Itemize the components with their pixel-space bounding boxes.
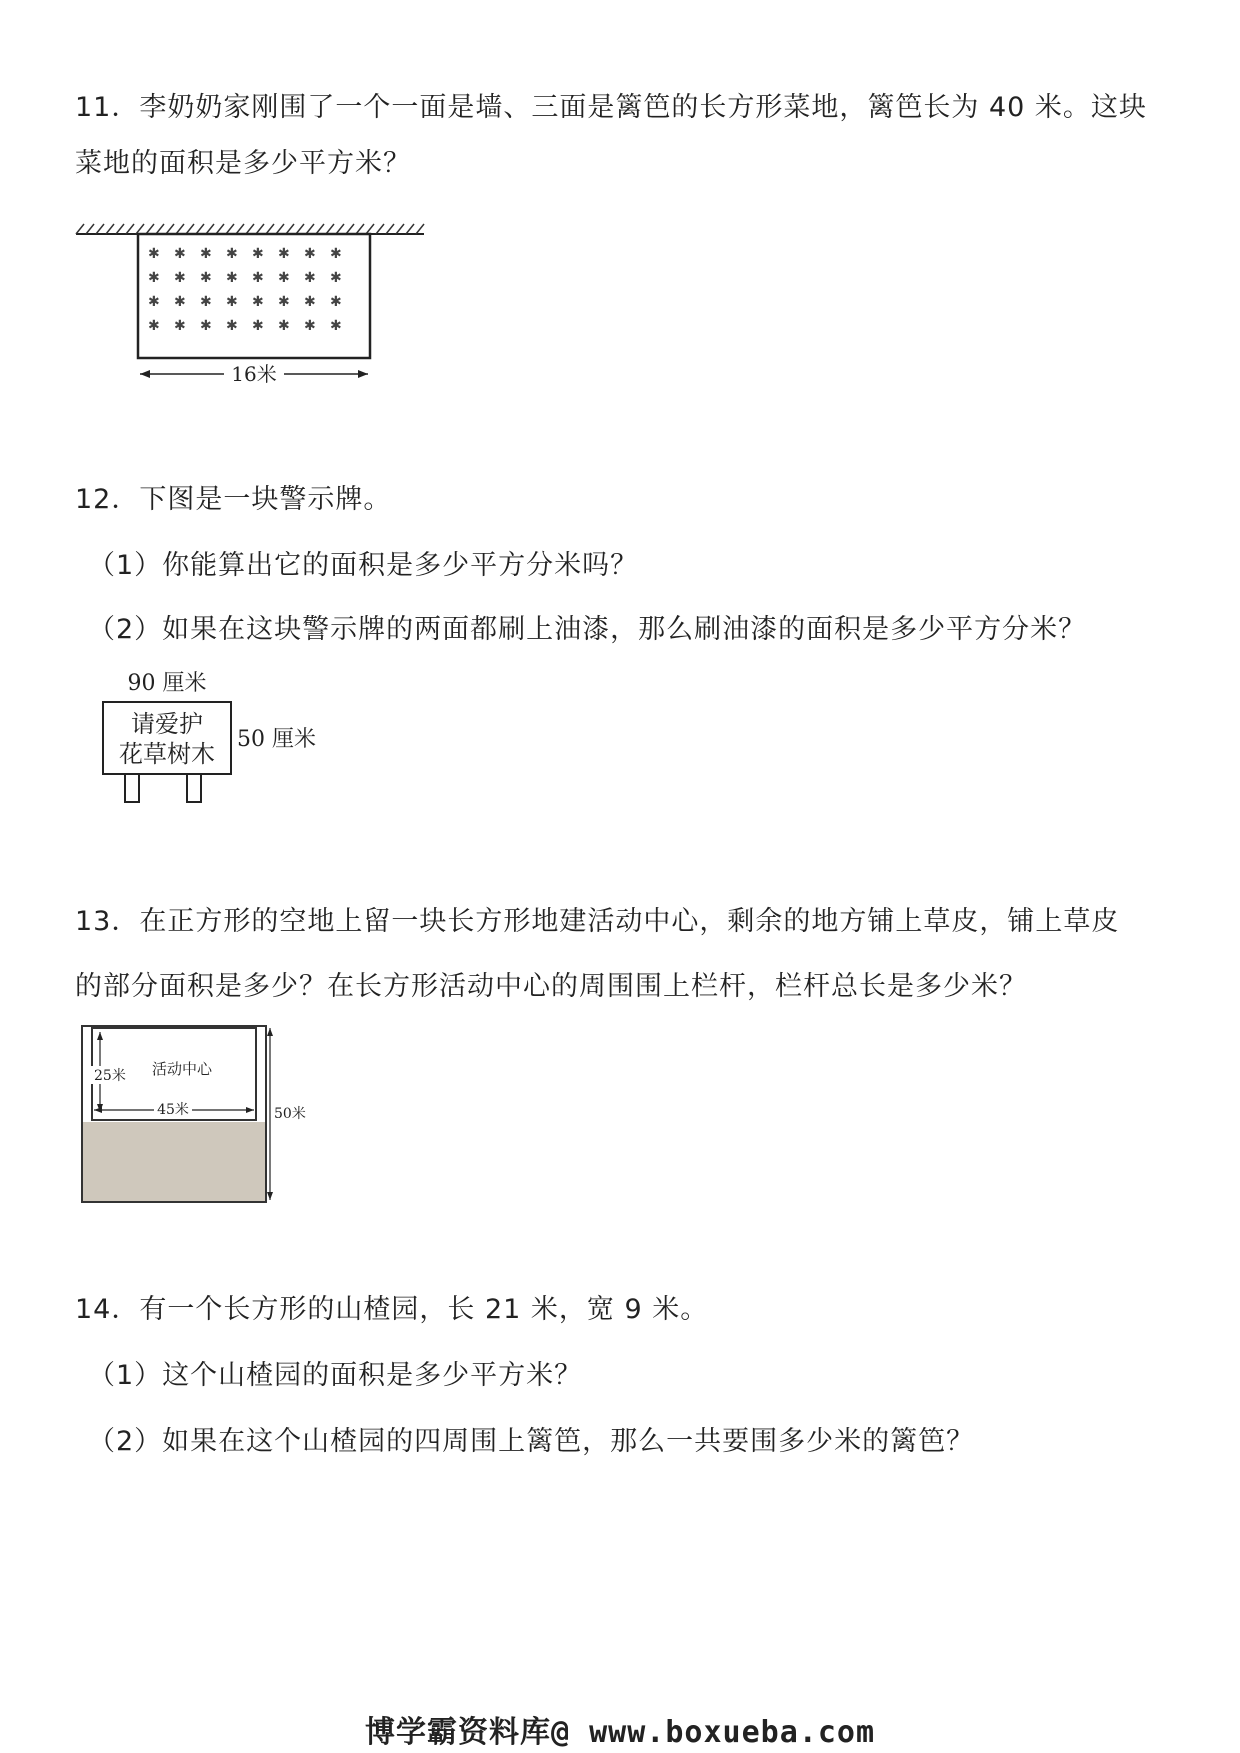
plant-icon: ✱ (148, 246, 160, 262)
q12-sub1: （1）你能算出它的面积是多少平方分米吗？ (88, 550, 639, 581)
plant-icon: ✱ (330, 270, 342, 286)
plant-icon: ✱ (174, 294, 186, 310)
grass-area (83, 1122, 265, 1201)
q14-line1: 14．有一个长方形的山楂园，长 21 米，宽 9 米。 (75, 1294, 709, 1325)
vegetable-garden-figure (70, 218, 430, 394)
plant-icon: ✱ (252, 318, 264, 334)
plant-icon: ✱ (304, 318, 316, 334)
plant-icon: ✱ (148, 270, 160, 286)
warning-sign-figure (95, 664, 355, 814)
activity-center-figure (78, 1018, 328, 1208)
plant-icon: ✱ (252, 246, 264, 262)
wall-hatching (76, 224, 424, 234)
q14-sub2: （2）如果在这个山楂园的四周围上篱笆，那么一共要围多少米的篱笆？ (88, 1426, 975, 1457)
plant-icon: ✱ (330, 318, 342, 334)
q12-line1: 12．下图是一块警示牌。 (75, 484, 392, 515)
side-label: 50米 (274, 1106, 306, 1122)
plant-icon: ✱ (278, 270, 290, 286)
plant-grid (148, 246, 342, 334)
plant-icon: ✱ (252, 294, 264, 310)
width-label: 45米 (157, 1102, 189, 1118)
sign-text-line2: 花草树木 (119, 740, 215, 768)
footer-watermark: 博学霸资料库@ www.boxueba.com (364, 1715, 876, 1750)
plant-icon: ✱ (148, 318, 160, 334)
q14-sub1: （1）这个山楂园的面积是多少平方米？ (88, 1360, 583, 1391)
arrow-up-icon (267, 1028, 273, 1036)
height-label: 25米 (94, 1068, 126, 1084)
sign-width-label: 90 厘米 (127, 671, 207, 696)
q12-sub2: （2）如果在这块警示牌的两面都刷上油漆，那么刷油漆的面积是多少平方分米？ (88, 614, 1087, 645)
plant-icon: ✱ (200, 294, 212, 310)
plant-icon: ✱ (278, 294, 290, 310)
plant-icon: ✱ (226, 270, 238, 286)
plant-icon: ✱ (200, 270, 212, 286)
q13-line2: 的部分面积是多少？在长方形活动中心的周围围上栏杆，栏杆总长是多少米？ (75, 971, 1027, 1002)
plant-icon: ✱ (330, 294, 342, 310)
arrow-right-icon (358, 370, 368, 378)
center-label: 活动中心 (151, 1060, 213, 1078)
plant-icon: ✱ (226, 318, 238, 334)
plant-icon: ✱ (304, 246, 316, 262)
sign-post-left (125, 774, 139, 802)
plant-icon: ✱ (174, 270, 186, 286)
plant-icon: ✱ (226, 294, 238, 310)
sign-text-line1: 请爱护 (131, 710, 203, 738)
plant-icon: ✱ (200, 246, 212, 262)
plant-icon: ✱ (148, 294, 160, 310)
plant-icon: ✱ (304, 270, 316, 286)
plant-icon: ✱ (278, 246, 290, 262)
plant-icon: ✱ (174, 246, 186, 262)
arrow-down-icon (267, 1192, 273, 1200)
width-label: 16米 (231, 362, 277, 386)
plant-icon: ✱ (200, 318, 212, 334)
q11-line2: 菜地的面积是多少平方米？ (75, 148, 411, 179)
sign-height-label: 50 厘米 (237, 727, 316, 752)
plant-icon: ✱ (278, 318, 290, 334)
plant-icon: ✱ (304, 294, 316, 310)
plant-icon: ✱ (174, 318, 186, 334)
q13-line1: 13．在正方形的空地上留一块长方形地建活动中心，剩余的地方铺上草皮，铺上草皮 (75, 906, 1120, 937)
plant-icon: ✱ (226, 246, 238, 262)
sign-post-right (187, 774, 201, 802)
plant-icon: ✱ (252, 270, 264, 286)
plant-icon: ✱ (330, 246, 342, 262)
arrow-left-icon (140, 370, 150, 378)
q11-line1: 11．李奶奶家刚围了一个一面是墙、三面是篱笆的长方形菜地，篱笆长为 40 米。这块 (75, 92, 1147, 123)
